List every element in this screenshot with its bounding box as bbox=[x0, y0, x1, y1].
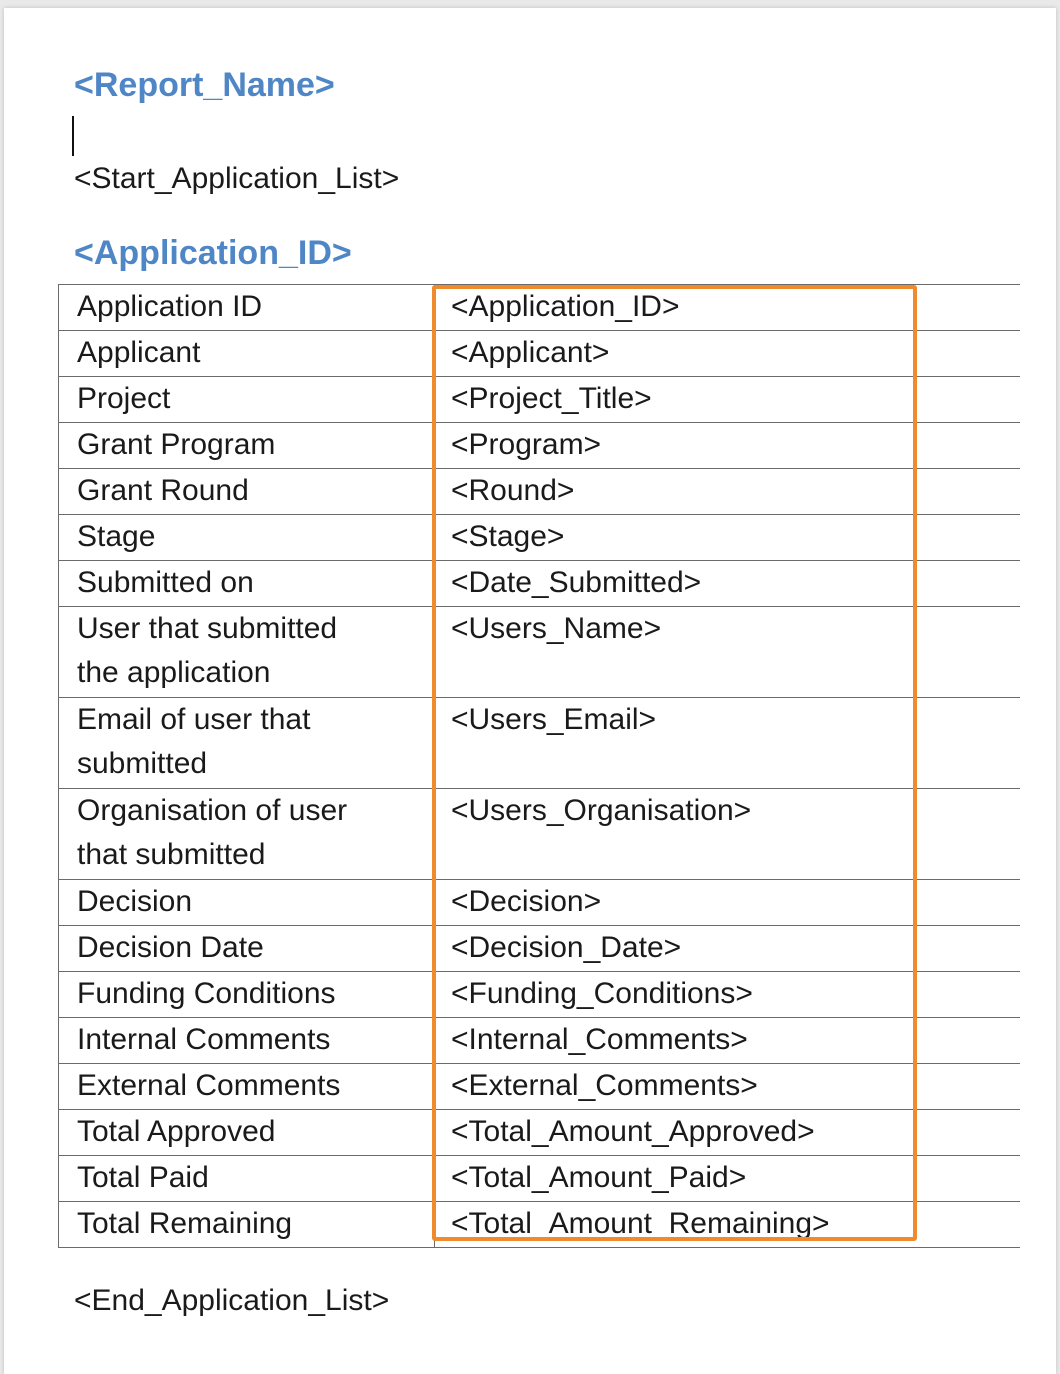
row-label: External Comments bbox=[59, 1064, 435, 1110]
table-row bbox=[59, 423, 1021, 469]
row-label bbox=[59, 698, 435, 789]
row-label: Total Remaining bbox=[59, 1202, 435, 1248]
row-label-line: Email of user that bbox=[77, 703, 311, 736]
table-row bbox=[59, 561, 1021, 607]
end-application-list-marker: <End_Application_List> bbox=[74, 1284, 390, 1317]
row-value: <Users_Organisation> bbox=[435, 789, 1021, 880]
table-row bbox=[59, 285, 1021, 331]
row-value: <Funding_Conditions> bbox=[435, 972, 1021, 1018]
table-row bbox=[59, 515, 1021, 561]
table-row bbox=[59, 377, 1021, 423]
row-value: <External_Comments> bbox=[435, 1064, 1021, 1110]
row-label: Submitted on bbox=[59, 561, 435, 607]
row-label: Internal Comments bbox=[59, 1018, 435, 1064]
row-label: Decision bbox=[59, 880, 435, 926]
row-label: Grant Program bbox=[59, 423, 435, 469]
row-value: <Application_ID> bbox=[435, 285, 1021, 331]
table-row bbox=[59, 607, 1021, 698]
text-cursor bbox=[72, 116, 74, 156]
row-label-line: submitted bbox=[77, 747, 208, 780]
row-label: Total Paid bbox=[59, 1156, 435, 1202]
row-label-line: the application bbox=[77, 656, 271, 689]
table-row bbox=[59, 1110, 1021, 1156]
row-value: <Decision_Date> bbox=[435, 926, 1021, 972]
table-row bbox=[59, 1064, 1021, 1110]
table-row bbox=[59, 469, 1021, 515]
row-value: <Date_Submitted> bbox=[435, 561, 1021, 607]
row-label bbox=[59, 789, 435, 880]
row-value: <Round> bbox=[435, 469, 1021, 515]
row-value: <Users_Email> bbox=[435, 698, 1021, 789]
row-value: <Total_Amount_Paid> bbox=[435, 1156, 1021, 1202]
row-value: <Applicant> bbox=[435, 331, 1021, 377]
row-value: <Internal_Comments> bbox=[435, 1018, 1021, 1064]
report-name-heading: <Report_Name> bbox=[74, 66, 335, 104]
table-row bbox=[59, 1202, 1021, 1248]
row-label: Funding Conditions bbox=[59, 972, 435, 1018]
application-id-heading: <Application_ID> bbox=[74, 234, 352, 272]
row-label: Applicant bbox=[59, 331, 435, 377]
row-value: <Program> bbox=[435, 423, 1021, 469]
row-label: Project bbox=[59, 377, 435, 423]
row-value: <Total_Amount_Approved> bbox=[435, 1110, 1021, 1156]
row-value: <Users_Name> bbox=[435, 607, 1021, 698]
table-row bbox=[59, 331, 1021, 377]
row-label: Application ID bbox=[59, 285, 435, 331]
row-value: <Decision> bbox=[435, 880, 1021, 926]
table-row bbox=[59, 880, 1021, 926]
row-value: <Stage> bbox=[435, 515, 1021, 561]
row-label-line: Organisation of user bbox=[77, 794, 348, 827]
table-row bbox=[59, 1156, 1021, 1202]
row-value: <Total_Amount_Remaining> bbox=[435, 1202, 1021, 1248]
table-row bbox=[59, 789, 1021, 880]
row-value: <Project_Title> bbox=[435, 377, 1021, 423]
start-application-list-marker: <Start_Application_List> bbox=[74, 162, 400, 195]
table-row bbox=[59, 926, 1021, 972]
application-fields-table bbox=[58, 284, 1020, 1248]
document-page bbox=[4, 8, 1056, 1374]
row-label: Total Approved bbox=[59, 1110, 435, 1156]
table-row bbox=[59, 1018, 1021, 1064]
row-label-line: that submitted bbox=[77, 838, 266, 871]
row-label bbox=[59, 607, 435, 698]
row-label-line: User that submitted bbox=[77, 612, 338, 645]
row-label: Grant Round bbox=[59, 469, 435, 515]
row-label: Decision Date bbox=[59, 926, 435, 972]
row-label: Stage bbox=[59, 515, 435, 561]
table-row bbox=[59, 972, 1021, 1018]
table-row bbox=[59, 698, 1021, 789]
